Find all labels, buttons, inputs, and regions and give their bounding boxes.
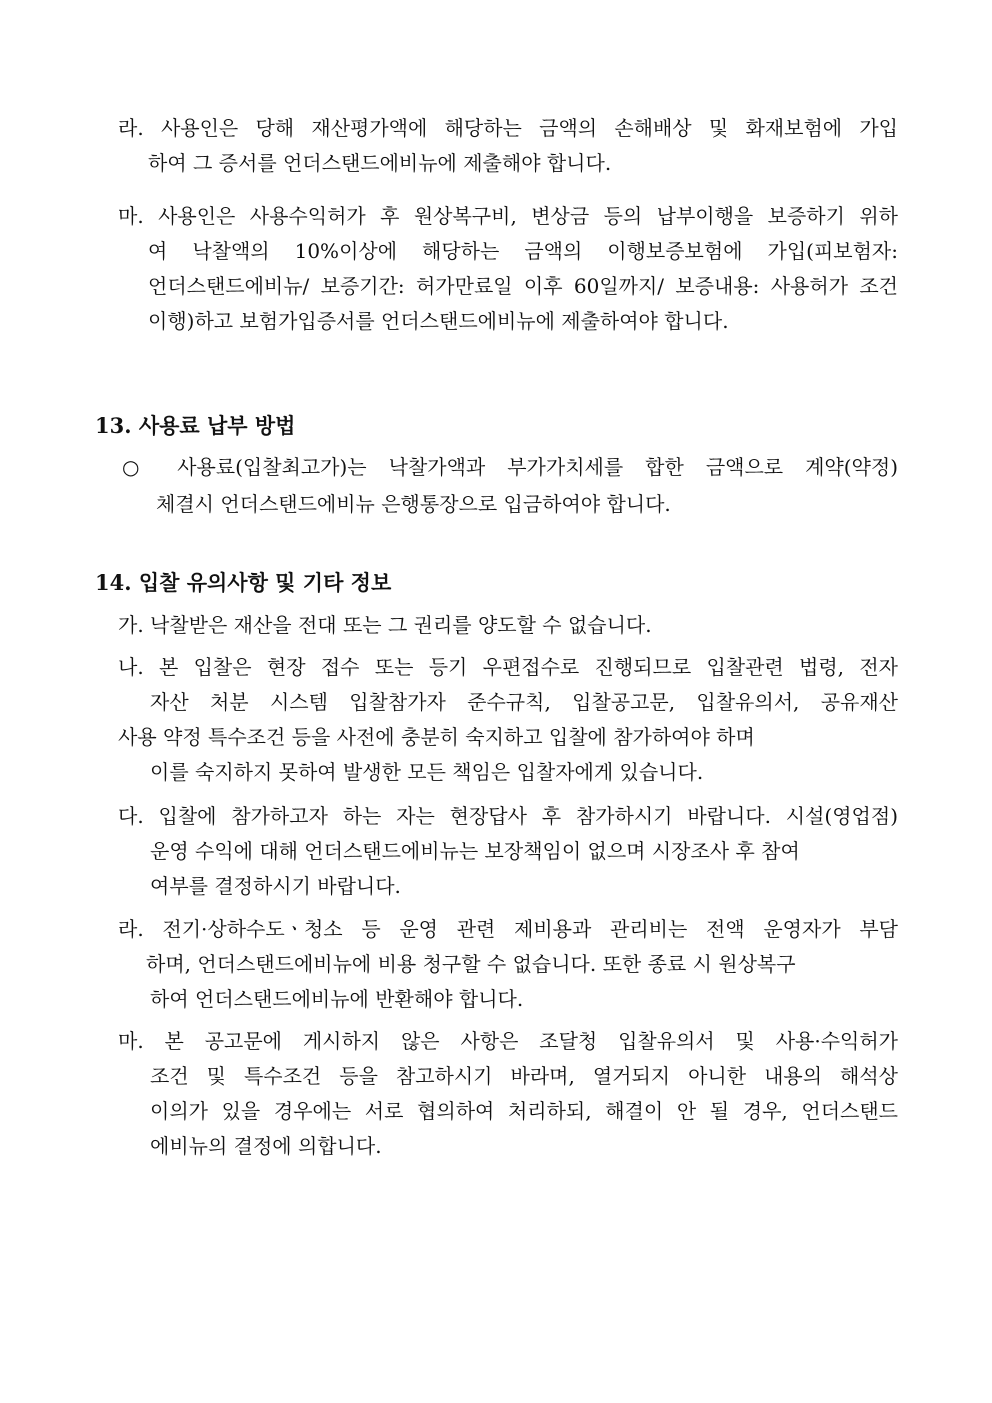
item-ra-line-2: 하며, 언더스탠드에비뉴에 비용 청구할 수 없습니다. 또한 종료 시 원상복구 [146,952,796,976]
item-na-line-4: 이를 숙지하지 못하여 발생한 모든 책임은 입찰자에게 있습니다. [150,760,704,784]
item-ma-top-line-3: 언더스탠드에비뉴/ 보증기간: 허가만료일 이후 60일까지/ 보증내용: 사용허가 조건 [148,274,898,298]
item-na-line-1: 나. 본 입찰은 현장 접수 또는 등기 우편접수로 진행되므로 입찰관련 법령, 전자 [118,655,898,679]
item-ma-top-line-2: 여 낙찰액의 10%이상에 해당하는 금액의 이행보증보험에 가입(피보험자: [148,239,898,263]
item-ma-line-3: 이의가 있을 경우에는 서로 협의하여 처리하되, 해결이 안 될 경우, 언더스탠드 [150,1099,898,1123]
section-14-heading: 14. 입찰 유의사항 및 기타 정보 [95,570,392,595]
section-13-line-2: 체결시 언더스탠드에비뉴 은행통장으로 입금하여야 합니다. [156,492,671,516]
item-ra-top-line-2: 하여 그 증서를 언더스탠드에비뉴에 제출해야 합니다. [148,151,612,175]
item-da-line-2: 운영 수익에 대해 언더스탠드에비뉴는 보장책임이 없으며 시장조사 후 참여 [150,839,800,863]
item-ra-line-3: 하여 언더스탠드에비뉴에 반환해야 합니다. [150,987,524,1011]
item-da-line-1: 다. 입찰에 참가하고자 하는 자는 현장답사 후 참가하시기 바랍니다. 시설(영업점) [118,804,898,828]
item-ma-top-line-1: 마. 사용인은 사용수익허가 후 원상복구비, 변상금 등의 납부이행을 보증하기 위하 [118,204,898,228]
item-ga-line-1: 가. 낙찰받은 재산을 전대 또는 그 권리를 양도할 수 없습니다. [118,613,652,637]
item-ra-top-line-1: 라. 사용인은 당해 재산평가액에 해당하는 금액의 손해배상 및 화재보험에 가입 [118,116,898,140]
item-da-line-3: 여부를 결정하시기 바랍니다. [150,874,401,898]
section-13-heading: 13. 사용료 납부 방법 [95,413,296,438]
item-ma-line-1: 마. 본 공고문에 게시하지 않은 사항은 조달청 입찰유의서 및 사용·수익허가 [118,1029,898,1053]
section-13-line-1: ○ 사용료(입찰최고가)는 낙찰가액과 부가가치세를 합한 금액으로 계약(약정) [122,455,898,479]
item-ra-line-1: 라. 전기·상하수도ㆍ청소 등 운영 관련 제비용과 관리비는 전액 운영자가 부담 [118,917,898,941]
item-ma-line-2: 조건 및 특수조건 등을 참고하시기 바라며, 열거되지 아니한 내용의 해석상 [150,1064,898,1088]
item-ma-top-line-4: 이행)하고 보험가입증서를 언더스탠드에비뉴에 제출하여야 합니다. [148,309,729,333]
item-na-line-2: 자산 처분 시스템 입찰참가자 준수규칙, 입찰공고문, 입찰유의서, 공유재산 [150,690,898,714]
item-na-line-3: 사용 약정 특수조건 등을 사전에 충분히 숙지하고 입찰에 참가하여야 하며 [118,725,755,749]
item-ma-line-4: 에비뉴의 결정에 의합니다. [150,1134,382,1158]
